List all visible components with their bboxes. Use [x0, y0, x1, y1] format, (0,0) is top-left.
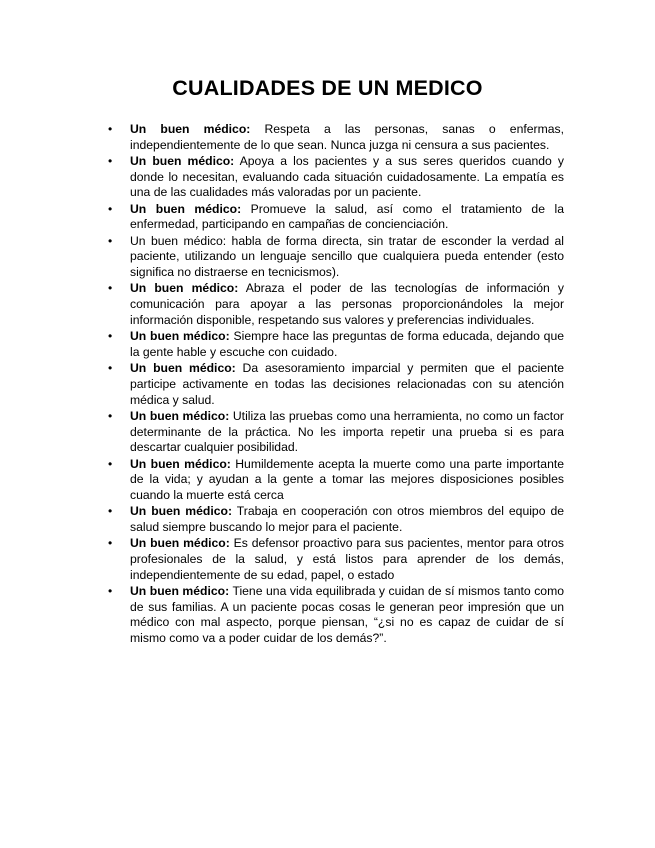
item-lead: Un buen médico:: [130, 329, 230, 344]
item-lead: Un buen médico:: [130, 122, 251, 136]
item-text: Respeta a las personas, sanas o enfermas, independientemente de lo que sean. Nunca juzga ni censura a sus pacientes.: [130, 122, 564, 152]
list-item: [106, 234, 564, 281]
item-text: Tiene una vida equilibrada y cuidan de sí mismos tanto como de sus familias. A un paciente pocas cosas le generan peor impresión que un médico con mal aspecto, porque piensan, “¿si no es capaz de cuidar de sí mismo como va a poder cuidar de los demás?”.: [130, 583, 564, 646]
bullet-icon: •: [108, 408, 113, 423]
bullet-icon: •: [108, 281, 113, 296]
list-item: [106, 202, 564, 233]
list-item: [106, 584, 564, 647]
bullet-icon: •: [108, 201, 113, 216]
list-item: [106, 409, 564, 456]
list-item: [106, 457, 564, 504]
item-text: Trabaja en cooperación con otros miembros del equipo de salud siempre buscando lo mejor para el paciente.: [130, 504, 565, 534]
bullet-icon: •: [108, 504, 113, 519]
list-item: [106, 281, 564, 328]
item-text: Da asesoramiento imparcial y permiten que el paciente participe activamente en todas las decisiones relacionadas con su atención médica y salud.: [130, 361, 564, 407]
item-text: Utiliza las pruebas como una herramienta, no como un factor determinante de la práctica. No les importa repetir una prueba si es para descartar cualquier posibilidad.: [130, 408, 564, 455]
item-lead: Un buen médico:: [130, 154, 235, 168]
bullet-icon: •: [108, 329, 113, 344]
bullet-icon: •: [108, 154, 113, 168]
item-text: Un buen médico: habla de forma directa, sin tratar de esconder la verdad al paciente, utilizando un lenguaje sencillo que cualquiera pueda entender (esto significa no distraerse en tecnicismos).: [130, 233, 564, 280]
item-lead: Un buen médico:: [130, 536, 230, 551]
item-text: Humildemente acepta la muerte como una parte importante de la vida; y ayudan a la gente a tomar las mejores disposiciones posibles cuando la muerte está cerca: [130, 456, 565, 502]
bullet-icon: •: [108, 536, 113, 551]
list-item: [106, 122, 564, 153]
item-text: Es defensor proactivo para sus pacientes, mentor para otros profesionales de la salud, y está listos para aprender de los demás, independientemente de su edad, papel, o estado: [130, 536, 564, 582]
item-text: Abraza el poder de las tecnologías de información y comunicación para apoyar a las personas proporcionándoles la mejor información disponible, respetando sus valores y preferencias individuales.: [130, 281, 564, 327]
bullet-icon: •: [108, 456, 113, 471]
qualities-list: [106, 122, 564, 647]
list-item: [106, 361, 564, 408]
list-item: [106, 329, 564, 360]
list-item: [106, 154, 564, 201]
bullet-icon: •: [108, 233, 113, 248]
item-lead: Un buen médico:: [130, 408, 230, 423]
list-item: [106, 536, 564, 583]
page-title: CUALIDADES DE UN MEDICO: [172, 76, 483, 100]
list-item: [106, 504, 564, 535]
item-lead: Un buen médico:: [130, 583, 230, 598]
item-lead: Un buen médico:: [130, 456, 231, 471]
bullet-icon: •: [108, 122, 113, 136]
item-lead: Un buen médico:: [130, 504, 233, 519]
item-text: Promueve la salud, así como el tratamiento de la enfermedad, participando en campañas de concienciación.: [130, 201, 564, 232]
item-lead: Un buen médico:: [130, 281, 239, 296]
item-text: Apoya a los pacientes y a sus seres queridos cuando y donde lo necesitan, evaluando cada situación cuidadosamente. La empatía es una de las cualidades más valoradas por un paciente.: [130, 154, 564, 200]
item-text: Siempre hace las preguntas de forma educada, dejando que la gente hable y escuche con cuidado.: [130, 329, 565, 359]
item-lead: Un buen médico:: [130, 201, 242, 216]
item-lead: Un buen médico:: [130, 361, 236, 376]
bullet-icon: •: [108, 583, 113, 598]
bullet-icon: •: [108, 361, 113, 376]
